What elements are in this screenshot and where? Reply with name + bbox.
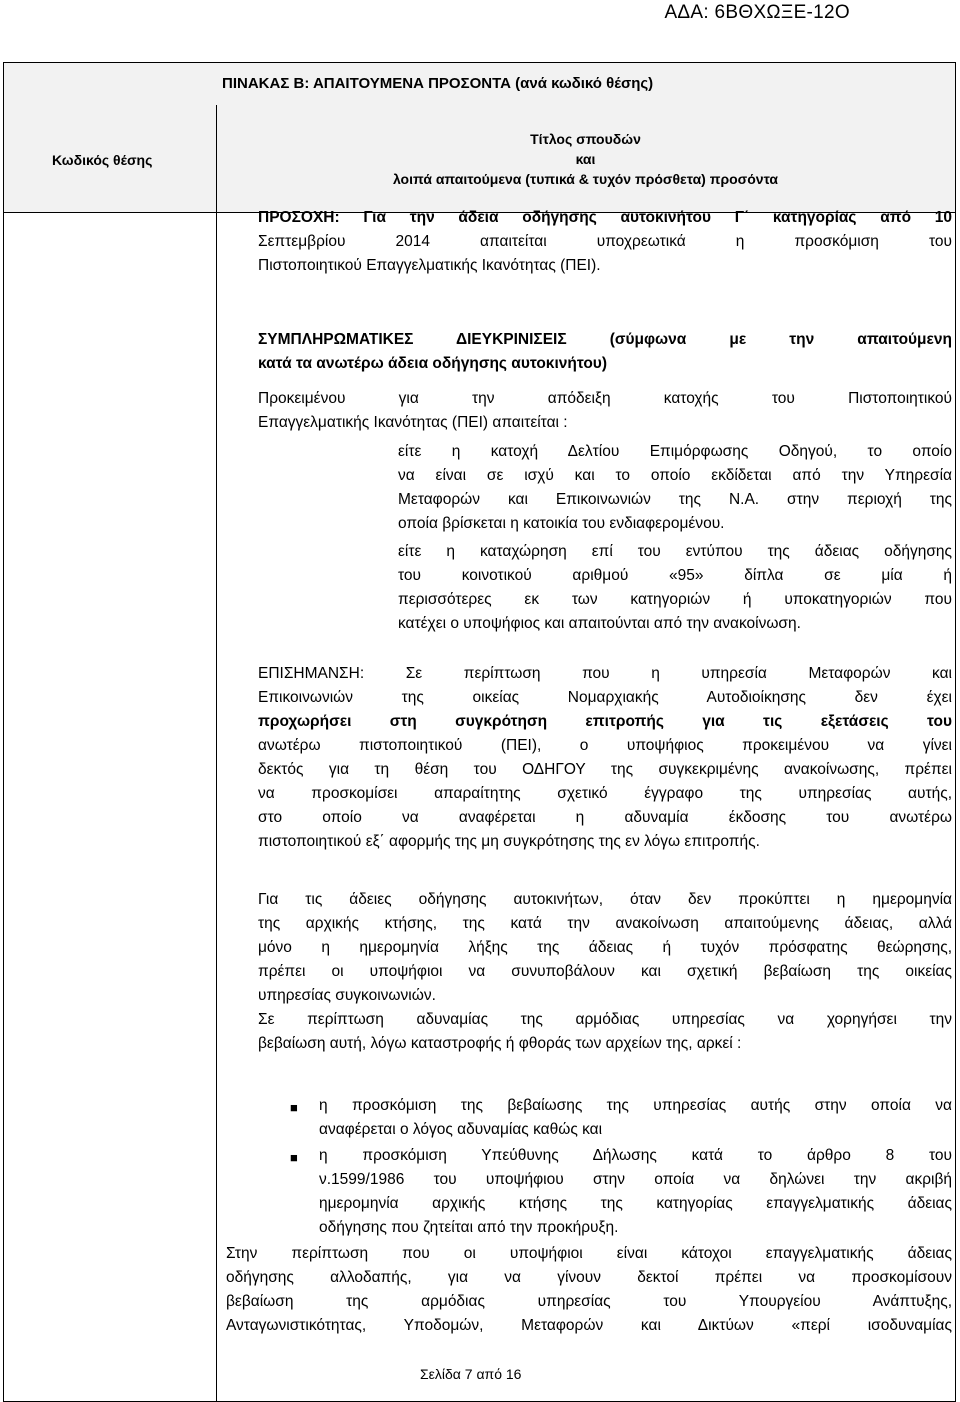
notice-line: Σεπτεμβρίου 2014 απαιτείται υποχρεωτικά η προσκόμιση του bbox=[258, 233, 952, 250]
bullet-square-icon: ■ bbox=[290, 1100, 298, 1115]
column-divider bbox=[216, 212, 217, 1402]
column-header-code: Κωδικός θέσης bbox=[4, 105, 217, 212]
licenses-paragraph: Για τις άδειες οδήγησης αυτοκινήτων, όταν δεν προκύπτει η ημερομηνία της αρχικής κτήσης, της κατά την ανακοίνωση απαιτούμενης άδειας, αλλά μόνο η ημερομηνία λήξης της άδειας ή τυχόν πρόσφατης θεώρησης, πρέπει οι υποψήφιοι να συνυποβάλουν και σχετική βεβαίωση της οικείας υπηρεσίας συγκοινωνιών. Σε περίπτωση αδυναμίας της αρμόδιας υπηρεσίας να χορηγήσει την βεβαίωση αυτή, λόγω καταστροφής ή φθοράς των αρχείων της, αρκεί : bbox=[258, 891, 952, 1052]
list-item: η προσκόμιση της βεβαίωσης της υπηρεσίας αυτής στην οποία να αναφέρεται ο λόγος αδυναμίας καθώς και bbox=[319, 1097, 952, 1138]
column-header-qualifications: Τίτλος σπουδών και λοιπά απαιτούμενα (τυπικά & τυχόν πρόσθετα) προσόντα bbox=[392, 131, 779, 187]
notice-line: Πιστοποιητικού Επαγγελματικής Ικανότητας (ΠΕΙ). bbox=[258, 257, 601, 274]
clarifications-intro: Προκειμένου για την απόδειξη κατοχής του Πιστοποιητικού Επαγγελματικής Ικανότητας (ΠΕΙ) απαιτείται : bbox=[258, 390, 952, 431]
option-either-2: είτε η καταχώρηση επί του εντύπου της άδειας οδήγησης του κοινοτικού αριθμού «95» δίπλα σε μία ή περισσότερες εκ των κατηγοριών ή υποκατηγοριών που κατέχει ο υποψήφιος και απαιτούνται από την ανακοίνωση. bbox=[398, 543, 952, 632]
document-code: ΑΔΑ: 6ΒΘΧΩΞΕ-12Ο bbox=[664, 2, 850, 23]
table-title-row bbox=[4, 63, 955, 106]
clarifications-heading: ΣΥΜΠΛΗΡΩΜΑΤΙΚΕΣ ΔΙΕΥΚΡΙΝΙΣΕΙΣ (σύμφωνα με την απαιτούμενη κατά τα ανωτέρω άδεια οδήγησης αυτοκινήτου) bbox=[258, 331, 952, 372]
notice-paragraph bbox=[258, 206, 952, 278]
remark-paragraph: ΕΠΙΣΗΜΑΝΣΗ: Σε περίπτωση που η υπηρεσία Μεταφορών και Επικοινωνιών της οικείας Νομαρχιακής Αυτοδιοίκησης δεν έχει προχωρήσει στη συγκρότηση επιτροπής για τις εξετάσεις του ανωτέρω πιστοποιητικού (ΠΕΙ), ο υποψήφιος προκειμένου να γίνει δεκτός για τη θέση του ΟΔΗΓΟΥ της συγκεκριμένης ανακοίνωσης, πρέπει να προσκομίσει απαραίτητης σχετικό έγγραφο της υπηρεσίας αυτής, στο οποίο να αναφέρεται η αδυναμία έκδοσης του ανωτέρω πιστοποιητικού εξ΄ αφορμής της μη συγκρότησης της εν λόγω επιτροπής. bbox=[258, 665, 952, 850]
notice-line: ΠΡΟΣΟΧΗ: Για την άδεια οδήγησης αυτοκινήτου Γ΄ κατηγορίας από 10 bbox=[258, 209, 952, 226]
bullet-square-icon: ■ bbox=[290, 1150, 298, 1165]
table-header-row bbox=[4, 105, 955, 213]
option-either-1: είτε η κατοχή Δελτίου Επιμόρφωσης Οδηγού, το οποίο να είναι σε ισχύ και το οποίο εκδίδεται από την Υπηρεσία Μεταφορών και Επικοινωνιών της Ν.Α. στην περιοχή της οποία βρίσκεται η κατοικία του ενδιαφερομένου. bbox=[398, 443, 952, 532]
foreign-license-paragraph: Στην περίπτωση που οι υποψήφιοι είναι κάτοχοι επαγγελματικής άδειας οδήγησης αλλοδαπής, για να γίνουν δεκτοί πρέπει να προσκομίσουν βεβαίωση της αρμόδιας υπηρεσίας του Υπουργείου Ανάπτυξης, Ανταγωνιστικότητας, Υποδομών, Μεταφορών και Δικτύων «περί ισοδυναμίας bbox=[226, 1245, 952, 1334]
table-title: ΠΙΝΑΚΑΣ Β: ΑΠΑΙΤΟΥΜΕΝΑ ΠΡΟΣΟΝΤΑ (ανά κωδικό θέσης) bbox=[222, 75, 654, 92]
page-number: Σελίδα 7 από 16 bbox=[420, 1366, 522, 1382]
list-item: η προσκόμιση Υπεύθυνης Δήλωσης κατά το άρθρο 8 του ν.1599/1986 του υποψήφιου στην οποία να δηλώνει την ακριβή ημερομηνία αρχικής κτήσης της κατηγορίας επαγγελματικής άδειας οδήγησης που ζητείται από την προκήρυξη. bbox=[319, 1147, 952, 1236]
